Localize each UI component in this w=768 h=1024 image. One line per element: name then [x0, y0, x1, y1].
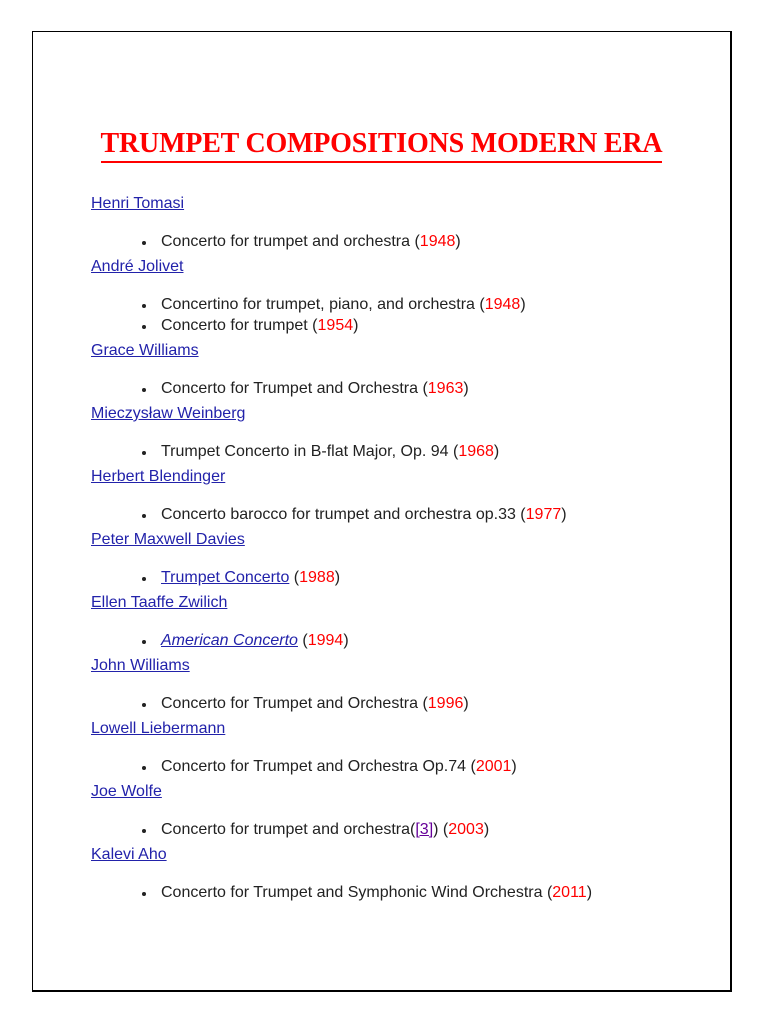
- work-year: 2001: [475, 758, 512, 775]
- work-title: Concertino for trumpet, piano, and orchestra: [161, 296, 475, 313]
- work-year: 1996: [427, 695, 464, 712]
- work-title: Concerto for Trumpet and Orchestra: [161, 380, 418, 397]
- work-list: [91, 294, 730, 336]
- work-item: Concerto for Trumpet and Orchestra (1963): [91, 378, 730, 399]
- work-list: [91, 756, 730, 777]
- work-year: 1948: [419, 233, 456, 250]
- work-list: [91, 693, 730, 714]
- work-item: Concerto for Trumpet and Orchestra (1996): [91, 693, 730, 714]
- work-list: [91, 231, 730, 252]
- composer-link-joe-wolfe[interactable]: Joe Wolfe: [91, 783, 162, 800]
- work-list: [91, 882, 730, 903]
- work-list: [91, 567, 730, 588]
- work-year: 2011: [552, 884, 587, 901]
- work-item: Concerto for trumpet and orchestra([3]) (2003): [91, 819, 730, 840]
- work-title-link[interactable]: American Concerto: [161, 632, 298, 649]
- page-title-text: TRUMPET COMPOSITIONS MODERN ERA: [101, 128, 663, 163]
- work-list: [91, 819, 730, 840]
- work-list: [91, 630, 730, 651]
- work-item: Concerto for trumpet and orchestra (1948): [91, 231, 730, 252]
- work-year: 1963: [427, 380, 464, 397]
- composer-link-herbert-blendinger[interactable]: Herbert Blendinger: [91, 468, 226, 485]
- work-year: 2003: [448, 821, 484, 838]
- composer-link-kalevi-aho[interactable]: Kalevi Aho: [91, 846, 167, 863]
- composer-link-grace-williams[interactable]: Grace Williams: [91, 342, 199, 359]
- composer-link-andre-jolivet[interactable]: André Jolivet: [91, 258, 184, 275]
- work-title: Concerto barocco for trumpet and orchestra op.33: [161, 506, 516, 523]
- work-item: Concerto for Trumpet and Orchestra Op.74 (2001): [91, 756, 730, 777]
- work-item: American Concerto (1994): [91, 630, 730, 651]
- work-title-link[interactable]: Trumpet Concerto: [161, 569, 290, 586]
- work-list: [91, 441, 730, 462]
- work-item: Concerto barocco for trumpet and orchestra op.33 (1977): [91, 504, 730, 525]
- composer-link-mieczyslaw-weinberg[interactable]: Mieczysław Weinberg: [91, 405, 246, 422]
- work-title: Concerto for trumpet: [161, 317, 308, 334]
- work-list: [91, 378, 730, 399]
- work-year: 1988: [299, 569, 335, 586]
- work-title: Concerto for Trumpet and Orchestra Op.74: [161, 758, 467, 775]
- work-year: 1994: [307, 632, 344, 649]
- composer-link-lowell-liebermann[interactable]: Lowell Liebermann: [91, 720, 226, 737]
- composer-link-john-williams[interactable]: John Williams: [91, 657, 190, 674]
- work-item: Concerto for Trumpet and Symphonic Wind Orchestra (2011): [91, 882, 730, 903]
- work-title: Concerto for Trumpet and Symphonic Wind Orchestra: [161, 884, 543, 901]
- work-item: Trumpet Concerto in B-flat Major, Op. 94 (1968): [91, 441, 730, 462]
- work-year: 1948: [484, 296, 521, 313]
- composer-link-henri-tomasi[interactable]: Henri Tomasi: [91, 195, 185, 212]
- work-year: 1954: [317, 317, 354, 334]
- work-year: 1968: [458, 443, 494, 460]
- work-item: Trumpet Concerto (1988): [91, 567, 730, 588]
- reference-link[interactable]: [3]: [415, 821, 434, 838]
- composer-link-peter-maxwell-davies[interactable]: Peter Maxwell Davies: [91, 531, 245, 548]
- work-item: Concertino for trumpet, piano, and orchestra (1948): [91, 294, 730, 315]
- work-item: Concerto for trumpet (1954): [91, 315, 730, 336]
- work-title: Concerto for Trumpet and Orchestra: [161, 695, 418, 712]
- composer-list: [91, 195, 730, 909]
- work-title: Trumpet Concerto in B-flat Major, Op. 94: [161, 443, 449, 460]
- work-year: 1977: [525, 506, 562, 523]
- composer-link-ellen-taaffe-zwilich[interactable]: Ellen Taaffe Zwilich: [91, 594, 228, 611]
- page-title: [33, 130, 730, 158]
- document-page: [32, 31, 732, 992]
- work-title: Concerto for trumpet and orchestra: [161, 233, 411, 250]
- work-title: Concerto for trumpet and orchestra: [161, 821, 411, 838]
- work-list: [91, 504, 730, 525]
